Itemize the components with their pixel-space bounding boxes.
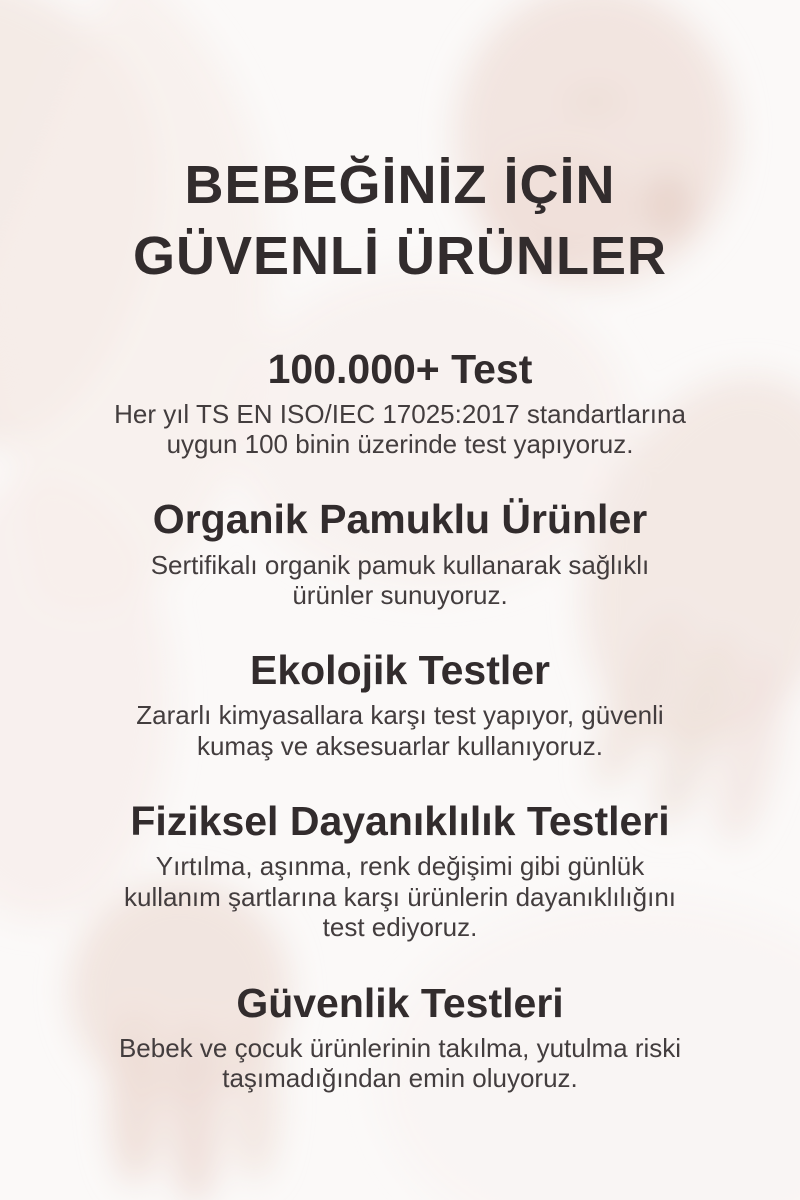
- page-title-line-1: BEBEĞİNİZ İÇİN: [184, 155, 616, 215]
- section-organic-cotton-line-1: Sertifikalı organik pamuk kullanarak sağlıklı: [150, 549, 650, 580]
- section-ecological-tests-heading: Ekolojik Testler: [249, 647, 550, 694]
- section-ecological-tests-line-1: Zararlı kimyasallara karşı test yapıyor, güvenli: [136, 700, 664, 731]
- section-durability-tests-heading: Fiziksel Dayanıklılık Testleri: [130, 798, 670, 845]
- section-durability-tests-line-1: Yırtılma, aşınma, renk değişimi gibi günlük: [155, 851, 645, 882]
- section-test-count-heading: 100.000+ Test: [267, 345, 533, 392]
- section-safety-tests: [119, 981, 681, 1094]
- section-durability-tests: [124, 799, 676, 942]
- section-test-count: [114, 347, 686, 460]
- section-test-count-line-2: uygun 100 binin üzerinde test yapıyoruz.: [166, 429, 634, 460]
- section-ecological-tests: [136, 648, 663, 761]
- page-title: [133, 150, 667, 293]
- section-test-count-line-1: Her yıl TS EN ISO/IEC 17025:2017 standartlarına: [114, 398, 686, 429]
- section-ecological-tests-line-2: kumaş ve aksesuarlar kullanıyoruz.: [196, 730, 604, 761]
- section-organic-cotton-heading: Organik Pamuklu Ürünler: [152, 496, 648, 543]
- section-safety-tests-line-1: Bebek ve çocuk ürünlerinin takılma, yutulma riski: [118, 1032, 682, 1063]
- section-durability-tests-line-3: test ediyoruz.: [322, 912, 478, 943]
- section-durability-tests-line-2: kullanım şartlarına karşı ürünlerin dayanıklılığını: [123, 881, 677, 912]
- section-safety-tests-heading: Güvenlik Testleri: [236, 979, 564, 1026]
- section-safety-tests-line-2: taşımadığından emin oluyoruz.: [222, 1063, 578, 1094]
- section-organic-cotton: [151, 497, 650, 610]
- page-title-line-2: GÜVENLİ ÜRÜNLER: [132, 226, 667, 287]
- section-organic-cotton-line-2: ürünler sunuyoruz.: [292, 579, 508, 610]
